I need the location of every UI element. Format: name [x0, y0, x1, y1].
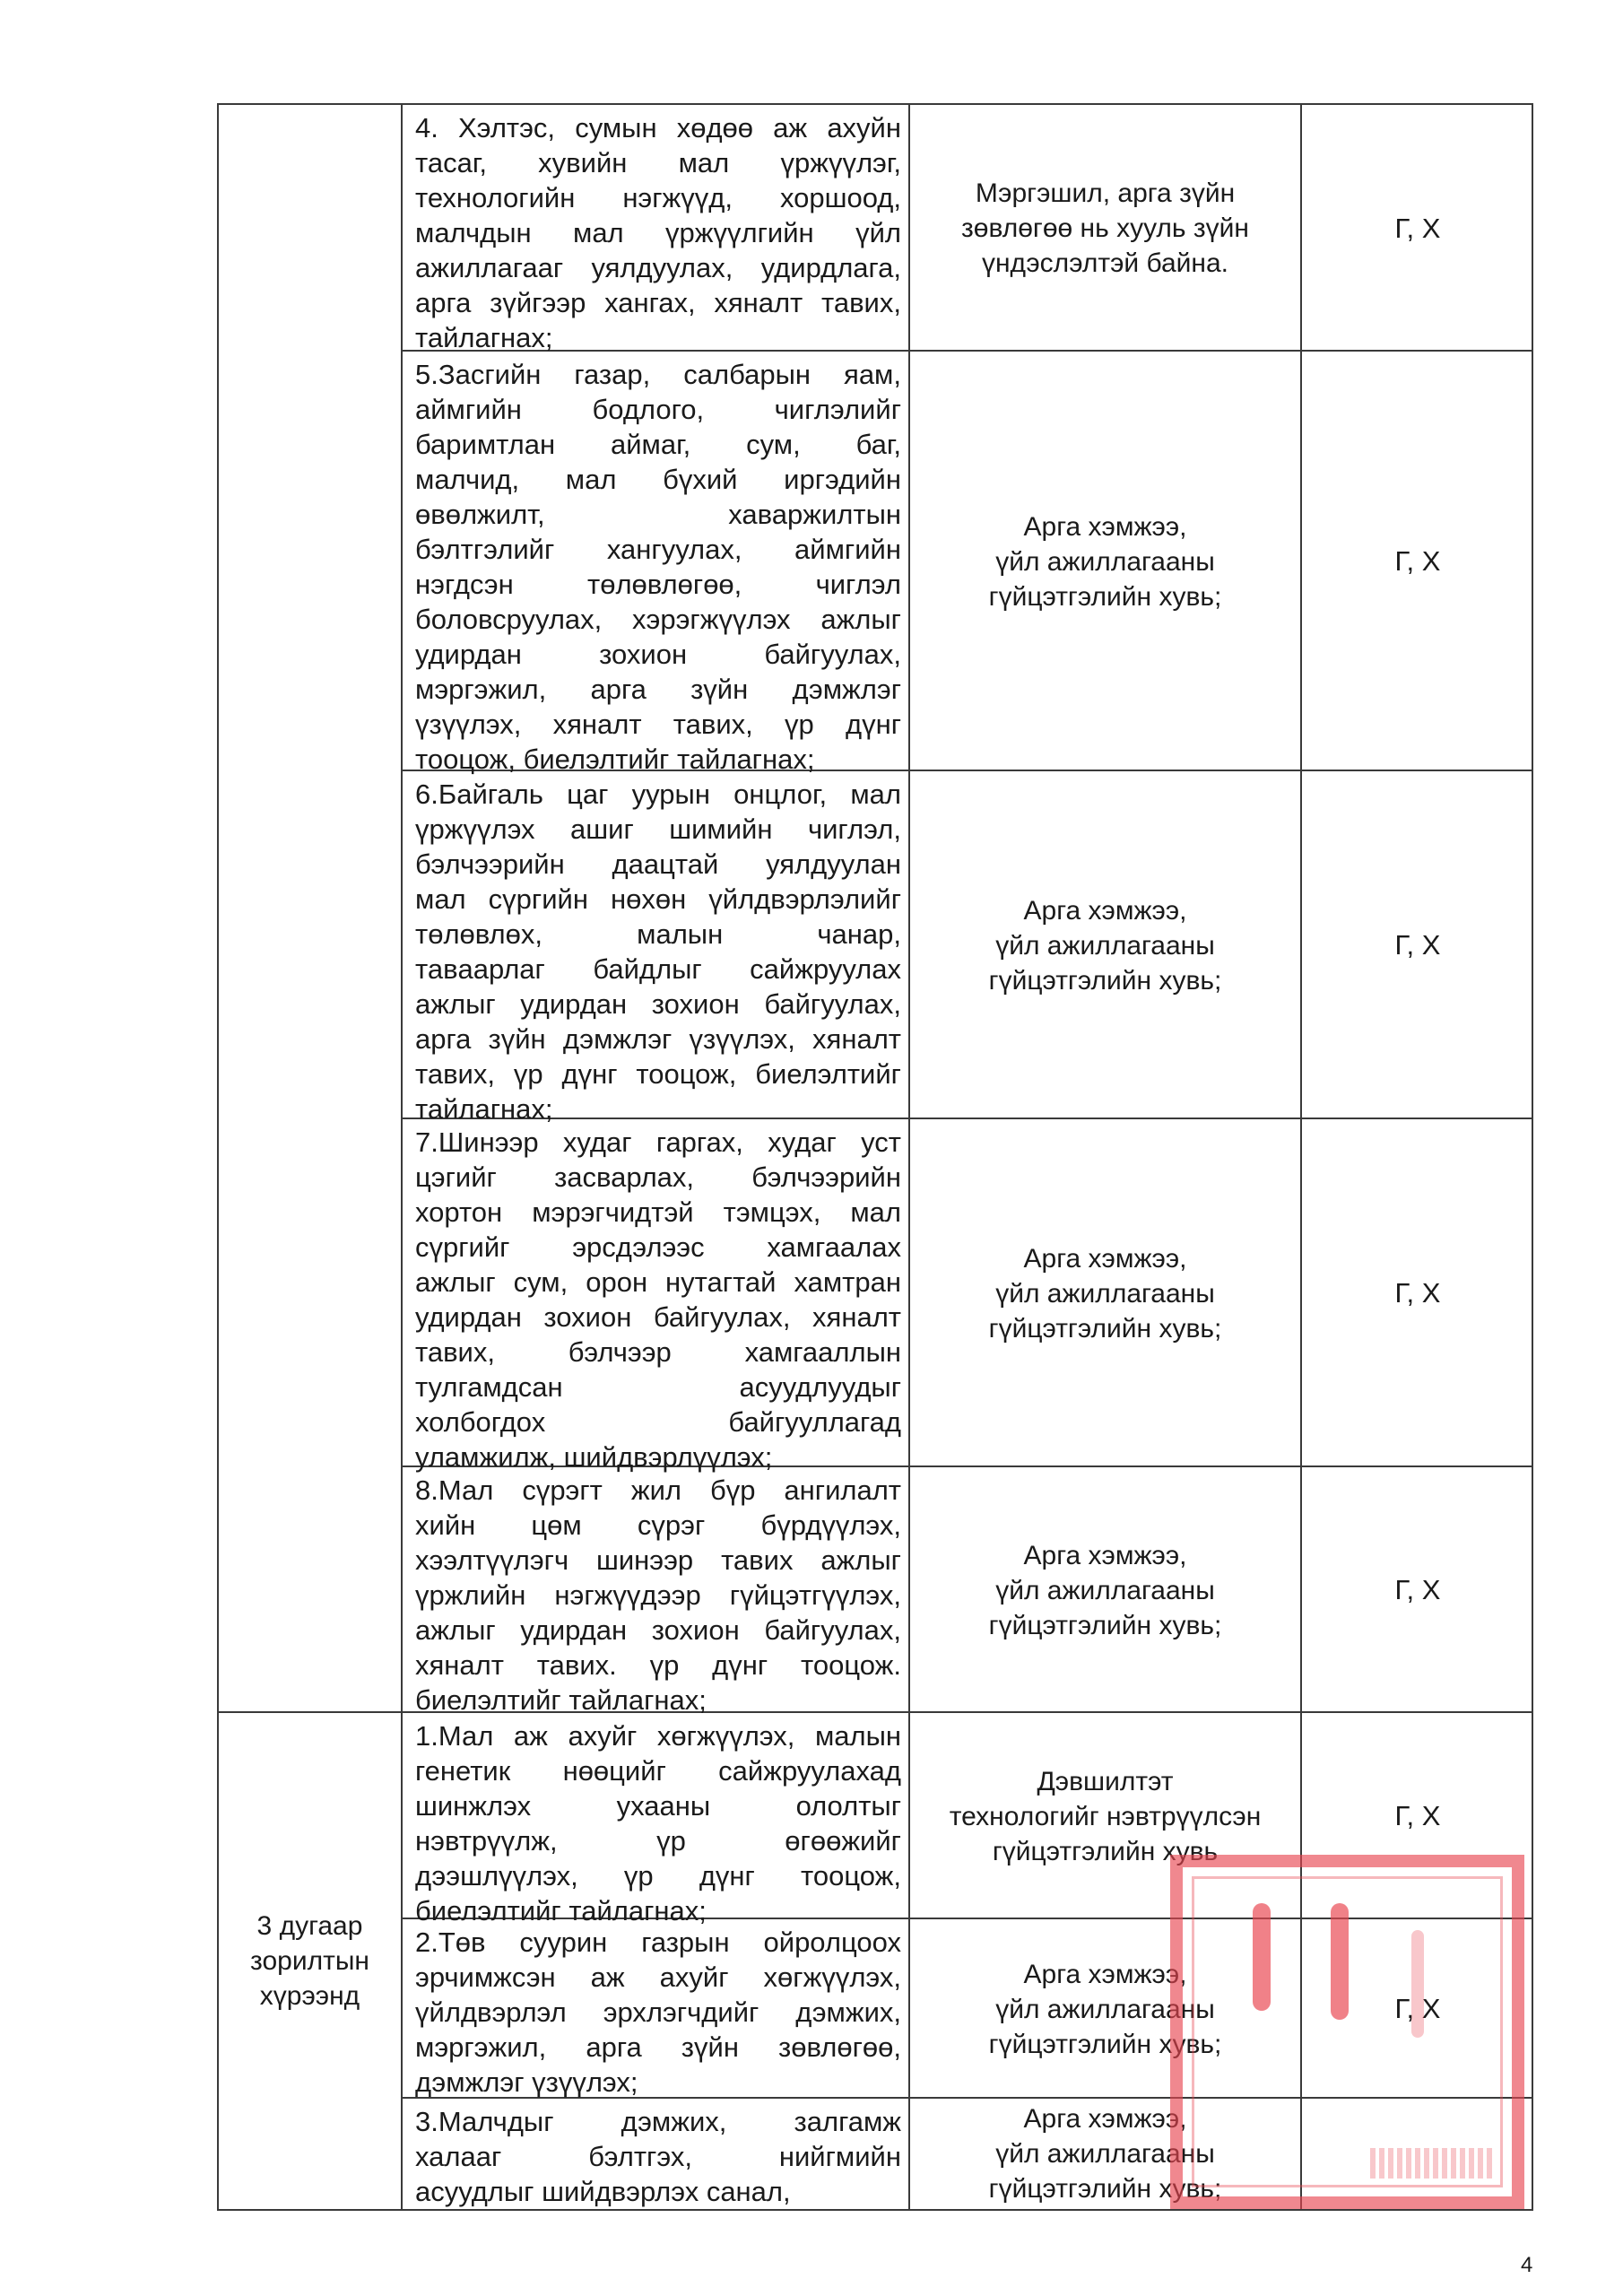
task-cell	[403, 105, 907, 352]
page-number: 4	[1521, 2253, 1533, 2277]
task-text-line: хээлтүүлэгч шинээр тавих ажлыг	[415, 1544, 901, 1576]
task-text-line: мэргэжил, арга зүйн зөвлөгөө,	[415, 2031, 901, 2063]
stamp-script-glyph	[1253, 1903, 1271, 2011]
responsibility-code: Г, Х	[1394, 1800, 1441, 1831]
task-text-line: ажлыг сум, орон нутагтай хамтран	[415, 1266, 901, 1298]
responsibility-code-cell	[1302, 105, 1533, 352]
task-text-line: сүргийг эрсдэлээс хамгаалах	[415, 1231, 901, 1263]
task-text-line: халааг бэлтгэх, нийгмийн	[415, 2141, 901, 2172]
indicator-text-line: гүйцэтгэлийн хувь;	[988, 2029, 1222, 2059]
indicator-text-line: Арга хэмжээ,	[1023, 2104, 1187, 2134]
task-text-line: 3.Малчдыг дэмжих, залгамж	[415, 2106, 901, 2137]
task-text-line: 5.Засгийн газар, салбарын яам,	[415, 359, 901, 390]
stamp-serial-mark	[1370, 2148, 1496, 2179]
task-text-line: 8.Мал сүрэгт жил бүр ангилалт	[415, 1474, 901, 1506]
task-text-line: боловсруулах, хэрэгжүүлэх ажлыг	[415, 604, 901, 635]
task-text-line: арга зүйгээр хангах, хяналт тавих,	[415, 287, 901, 318]
task-text-line: төлөвлөх, малын чанар,	[415, 918, 901, 950]
stamp-script-glyph	[1331, 1903, 1349, 2020]
responsibility-code-cell	[1302, 1119, 1533, 1467]
task-text-line: 6.Байгаль цаг уурын онцлог, мал	[415, 778, 901, 810]
indicator-text-line: гүйцэтгэлийн хувь;	[988, 581, 1222, 612]
task-text-line: тооцож, биелэлтийг тайлагнах;	[415, 744, 815, 775]
responsibility-code-cell	[1302, 352, 1533, 771]
task-text-line: нэгдсэн төлөвлөгөө, чиглэл	[415, 569, 901, 600]
task-text-line: бэлчээрийн даацтай уялдуулан	[415, 848, 901, 880]
indicator-text-line: үйл ажиллагааны	[995, 1575, 1215, 1605]
task-text-line: хортон мэрэгчидтэй тэмцэх, мал	[415, 1196, 901, 1228]
task-text-line: 1.Мал аж ахуйг хөгжүүлэх, малын	[415, 1720, 901, 1752]
task-text-line: хийн цөм сүрэг бүрдүүлэх,	[415, 1509, 901, 1541]
task-text-line: аймгийн бодлого, чиглэлийг	[415, 394, 901, 425]
task-text-line: тавaарлаг байдлыг сайжруулах	[415, 953, 901, 985]
group-label-line: хүрээнд	[259, 1981, 360, 2011]
responsibility-code-cell	[1302, 771, 1533, 1119]
task-cell	[403, 1467, 907, 1716]
indicator-text-line: зөвлөгөө нь хууль зүйн	[961, 213, 1249, 243]
task-text-line: тавих, бэлчээр хамгааллын	[415, 1336, 901, 1368]
indicator-text-line: гүйцэтгэлийн хувь	[992, 1836, 1219, 1866]
task-text-line: тайлагнах;	[415, 322, 553, 353]
task-text-line: биелэлтийг тайлагнах;	[415, 1895, 707, 1926]
task-text-line: асуудлыг шийдвэрлэх санал,	[415, 2176, 791, 2207]
task-text-line: үржүүлэх ашиг шимийн чиглэл,	[415, 813, 901, 845]
task-text-line: ажиллагааг уялдуулах, удирдлага,	[415, 252, 901, 283]
task-text-line: тайлагнах;	[415, 1093, 553, 1125]
task-cell	[403, 1119, 907, 1473]
task-text-line: бэлтгэлийг хангуулах, аймгийн	[415, 534, 901, 565]
task-text-line: ажлыг удирдан зохион байгуулах,	[415, 988, 901, 1020]
indicator-text-line: гүйцэтгэлийн хувь;	[988, 965, 1222, 996]
task-text-line: мэргэжил, арга зүйн дэмжлэг	[415, 674, 901, 705]
task-text-line: үзүүлэх, хяналт тавих, үр дүнг	[415, 709, 901, 740]
task-text-line: уламжилж, шийдвэрлүүлэх;	[415, 1441, 773, 1473]
indicator-cell	[910, 771, 1300, 1119]
indicator-text-line: гүйцэтгэлийн хувь;	[988, 1610, 1222, 1640]
task-text-line: 4. Хэлтэс, сумын хөдөө аж ахуйн	[415, 112, 901, 144]
task-text-line: малчид, мал бүхий иргэдийн	[415, 464, 901, 495]
indicator-text-line: үйл ажиллагааны	[995, 2139, 1215, 2169]
task-text-line: генетик нөөцийг сайжруулахад	[415, 1755, 901, 1787]
indicator-text-line: Дэвшилтэт	[1037, 1766, 1174, 1796]
indicator-text-line: Арга хэмжээ,	[1023, 1243, 1187, 1274]
task-text-line: нэвтрүүлж, үр өгөөжийг	[415, 1825, 901, 1857]
task-cell	[403, 2099, 907, 2209]
indicator-text-line: Арга хэмжээ,	[1023, 1540, 1187, 1570]
task-text-line: мал сүргийн нөхөн үйлдвэрлэлийг	[415, 883, 901, 915]
responsibility-code: Г, Х	[1394, 929, 1441, 961]
task-text-line: шинжлэх ухааны ололтыг	[415, 1790, 901, 1822]
indicator-text-line: Арга хэмжээ,	[1023, 895, 1187, 926]
indicator-cell	[910, 1467, 1300, 1713]
indicator-text-line: гүйцэтгэлийн хувь;	[988, 1313, 1222, 1344]
task-cell	[403, 771, 907, 1125]
group-label-line: зорилтын	[250, 1946, 369, 1976]
indicator-text-line: үйл ажиллагааны	[995, 1278, 1215, 1309]
task-text-line: тасаг, хувийн мал үржүүлэг,	[415, 147, 901, 178]
task-text-line: үйлдвэрлэл эрхлэгчдийг дэмжих,	[415, 1996, 901, 2028]
responsibility-code: Г, Х	[1394, 212, 1441, 244]
task-cell	[403, 352, 907, 775]
responsibility-code: Г, Х	[1394, 1993, 1441, 2024]
indicator-cell	[910, 1119, 1300, 1467]
responsibility-code: Г, Х	[1394, 1277, 1441, 1309]
group-label-objective-3	[219, 1713, 401, 2209]
indicator-text-line: үйл ажиллагааны	[995, 930, 1215, 961]
indicator-text-line: үндэслэлтэй байна.	[981, 248, 1229, 278]
indicator-text-line: технологийг нэвтрүүлсэн	[949, 1801, 1262, 1831]
responsibility-code-cell	[1302, 1467, 1533, 1713]
responsibility-code: Г, Х	[1394, 1574, 1441, 1605]
task-text-line: өвөлжилт, хаваржилтын	[415, 499, 901, 530]
task-text-line: хяналт тавих. үр дүнг тооцож.	[415, 1649, 901, 1681]
task-text-line: удирдан зохион байгуулах,	[415, 639, 901, 670]
task-text-line: үржлийн нэгжүүдээр гүйцэтгүүлэх,	[415, 1579, 901, 1611]
table-border-bottom	[217, 2209, 1533, 2211]
indicator-cell	[910, 352, 1300, 771]
indicator-text-line: Мэргэшил, арга зүйн	[975, 178, 1236, 208]
task-text-line: тавих, үр дүнг тооцож, биелэлтийг	[415, 1058, 901, 1090]
indicator-text-line: Арга хэмжээ,	[1023, 1959, 1187, 1989]
indicator-text-line: үйл ажиллагааны	[995, 1994, 1215, 2024]
indicator-text-line: Арга хэмжээ,	[1023, 511, 1187, 542]
task-text-line: арга зүйн дэмжлэг үзүүлэх, хяналт	[415, 1023, 901, 1055]
indicator-text-line: үйл ажиллагааны	[995, 546, 1215, 577]
group-label-line: 3 дугаар	[256, 1911, 363, 1941]
indicator-cell	[910, 105, 1300, 352]
red-seal-stamp-icon	[1170, 1855, 1524, 2209]
task-text-line: 7.Шинээр худаг гаргах, худаг уст	[415, 1126, 901, 1158]
stamp-script-glyph	[1411, 1930, 1424, 2038]
task-cell	[403, 1919, 907, 2099]
task-text-line: дээшлүүлэх, үр дүнг тооцож,	[415, 1860, 901, 1892]
task-text-line: баримтлан аймаг, сум, баг,	[415, 429, 901, 460]
responsibility-code: Г, Х	[1394, 545, 1441, 577]
task-text-line: технологийн нэгжүүд, хоршоод,	[415, 182, 901, 213]
task-text-line: холбогдох байгууллагад	[415, 1406, 901, 1438]
task-text-line: дэмжлэг үзүүлэх;	[415, 2066, 638, 2098]
task-text-line: эрчимжсэн аж ахуйг хөгжүүлэх,	[415, 1961, 901, 1993]
task-text-line: удирдан зохион байгуулах, хяналт	[415, 1301, 901, 1333]
task-text-line: цэгийг засварлах, бэлчээрийн	[415, 1161, 901, 1193]
task-text-line: 2.Төв суурин газрын ойролцоох	[415, 1926, 901, 1958]
indicator-text-line: гүйцэтгэлийн хувь;	[988, 2174, 1222, 2204]
task-cell	[403, 1713, 907, 1926]
task-text-line: малчдын мал үржүүлгийн үйл	[415, 217, 901, 248]
task-text-line: ажлыг удирдан зохион байгуулах,	[415, 1614, 901, 1646]
task-text-line: тулгамдсан асуудлуудыг	[415, 1371, 901, 1403]
task-text-line: биелэлтийг тайлагнах;	[415, 1684, 707, 1716]
